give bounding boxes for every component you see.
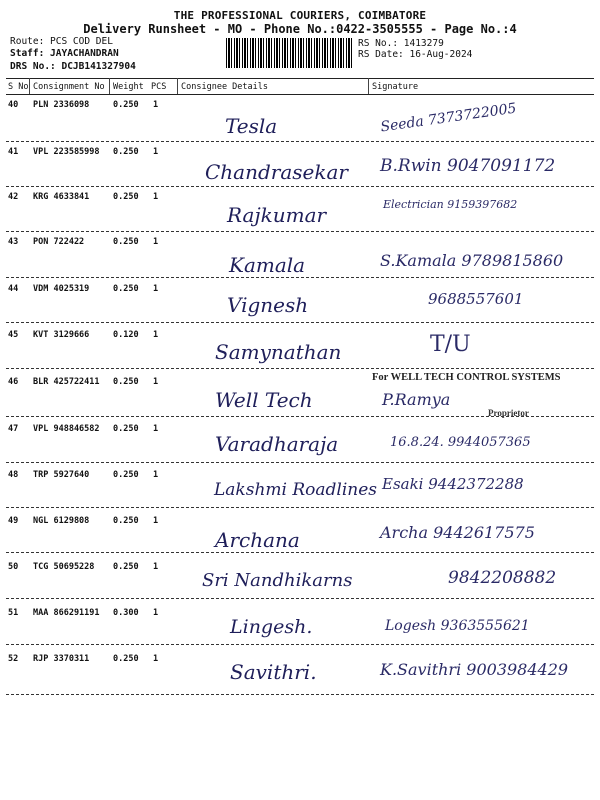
row-weight: 0.250 bbox=[113, 100, 139, 110]
company-stamp: For WELL TECH CONTROL SYSTEMS bbox=[372, 372, 561, 383]
row-weight: 0.250 bbox=[113, 284, 139, 294]
row-divider bbox=[6, 186, 594, 187]
row-pcs: 1 bbox=[153, 470, 159, 480]
row-pcs: 1 bbox=[153, 424, 159, 434]
row-consignment: PON 722422 bbox=[33, 237, 85, 247]
row-weight: 0.250 bbox=[113, 470, 139, 480]
col-sno: S No bbox=[8, 82, 29, 92]
row-divider bbox=[6, 694, 594, 695]
row-divider bbox=[6, 231, 594, 232]
row-consignee: Vignesh bbox=[227, 293, 309, 317]
row-consignee: Lakshmi Roadlines bbox=[214, 480, 378, 500]
row-divider bbox=[6, 322, 594, 323]
row-weight: 0.120 bbox=[113, 330, 139, 340]
row-pcs: 1 bbox=[153, 608, 159, 618]
row-signature: Logesh 9363555621 bbox=[385, 618, 530, 634]
row-consignment: NGL 6129808 bbox=[33, 516, 90, 526]
row-signature: K.Savithri 9003984429 bbox=[380, 660, 569, 679]
barcode bbox=[226, 38, 352, 68]
row-signature: 9842208882 bbox=[448, 568, 557, 588]
col-divider-2 bbox=[109, 78, 110, 94]
row-sno: 49 bbox=[8, 516, 19, 526]
row-consignment: KVT 3129666 bbox=[33, 330, 90, 340]
row-divider bbox=[6, 552, 594, 553]
row-signature: T/U bbox=[430, 332, 471, 357]
row-sno: 51 bbox=[8, 608, 19, 618]
row-consignment: TRP 5927640 bbox=[33, 470, 90, 480]
row-pcs: 1 bbox=[153, 562, 159, 572]
rs-number: RS No.: 1413279 bbox=[358, 38, 444, 49]
row-signature: Archa 9442617575 bbox=[380, 523, 535, 542]
row-consignee: Rajkumar bbox=[227, 203, 327, 227]
row-consignment: BLR 425722411 bbox=[33, 377, 100, 387]
row-sno: 43 bbox=[8, 237, 19, 247]
row-consignee: Kamala bbox=[229, 253, 306, 277]
row-consignment: TCG 50695228 bbox=[33, 562, 95, 572]
row-sno: 44 bbox=[8, 284, 19, 294]
row-weight: 0.250 bbox=[113, 654, 139, 664]
row-divider bbox=[6, 368, 594, 369]
row-signature: B.Rwin 9047091172 bbox=[380, 156, 556, 176]
row-weight: 0.250 bbox=[113, 192, 139, 202]
col-divider-3 bbox=[177, 78, 178, 94]
row-consignee: Well Tech bbox=[215, 388, 313, 412]
row-consignment: VPL 223585998 bbox=[33, 147, 100, 157]
row-consignee: Varadharaja bbox=[215, 432, 339, 456]
row-consignment: KRG 4633841 bbox=[33, 192, 90, 202]
row-consignee: Savithri. bbox=[230, 660, 317, 684]
row-pcs: 1 bbox=[153, 284, 159, 294]
row-weight: 0.250 bbox=[113, 424, 139, 434]
row-pcs: 1 bbox=[153, 100, 159, 110]
row-consignment: RJP 3370311 bbox=[33, 654, 90, 664]
row-sno: 48 bbox=[8, 470, 19, 480]
row-weight: 0.250 bbox=[113, 516, 139, 526]
row-sno: 41 bbox=[8, 147, 19, 157]
row-sno: 42 bbox=[8, 192, 19, 202]
row-pcs: 1 bbox=[153, 377, 159, 387]
row-divider bbox=[6, 277, 594, 278]
row-consignment: MAA 866291191 bbox=[33, 608, 100, 618]
row-consignee: Chandrasekar bbox=[205, 160, 348, 184]
row-sno: 52 bbox=[8, 654, 19, 664]
row-weight: 0.250 bbox=[113, 562, 139, 572]
col-consignment: Consignment No bbox=[33, 82, 105, 92]
header-bottom-rule bbox=[6, 94, 594, 95]
row-weight: 0.250 bbox=[113, 377, 139, 387]
row-weight: 0.250 bbox=[113, 147, 139, 157]
row-signature: 9688557601 bbox=[428, 290, 524, 308]
row-signature: Seeda 7373722005 bbox=[379, 100, 518, 136]
row-pcs: 1 bbox=[153, 654, 159, 664]
row-signature: S.Kamala 9789815860 bbox=[380, 251, 564, 270]
route-label: Route: PCS COD DEL bbox=[10, 36, 113, 47]
staff-label: Staff: JAYACHANDRAN bbox=[10, 48, 119, 59]
row-consignee: Sri Nandhikarns bbox=[202, 570, 353, 591]
row-consignee: Tesla bbox=[225, 114, 278, 138]
row-pcs: 1 bbox=[153, 330, 159, 340]
row-sno: 46 bbox=[8, 377, 19, 387]
row-consignee: Lingesh. bbox=[230, 616, 313, 638]
row-pcs: 1 bbox=[153, 192, 159, 202]
col-pcs: PCS bbox=[151, 82, 167, 92]
row-sno: 47 bbox=[8, 424, 19, 434]
col-divider-4 bbox=[368, 78, 369, 94]
col-signature: Signature bbox=[372, 82, 419, 92]
row-signature: 16.8.24. 9944057365 bbox=[390, 435, 531, 450]
row-sno: 40 bbox=[8, 100, 19, 110]
row-divider bbox=[6, 416, 594, 417]
row-pcs: 1 bbox=[153, 237, 159, 247]
company-title: THE PROFESSIONAL COURIERS, COIMBATORE bbox=[173, 9, 427, 22]
row-divider bbox=[6, 598, 594, 599]
header-top-rule bbox=[6, 78, 594, 79]
row-consignment: PLN 2336098 bbox=[33, 100, 90, 110]
row-sno: 45 bbox=[8, 330, 19, 340]
row-pcs: 1 bbox=[153, 147, 159, 157]
col-details: Consignee Details bbox=[181, 82, 268, 92]
drs-label: DRS No.: DCJB141327904 bbox=[10, 61, 136, 72]
row-weight: 0.250 bbox=[113, 237, 139, 247]
col-divider-1 bbox=[29, 78, 30, 94]
row-divider bbox=[6, 507, 594, 508]
row-divider bbox=[6, 644, 594, 645]
row-consignee: Archana bbox=[215, 528, 300, 552]
rs-date: RS Date: 16-Aug-2024 bbox=[358, 49, 473, 60]
row-pcs: 1 bbox=[153, 516, 159, 526]
row-consignment: VDM 4025319 bbox=[33, 284, 90, 294]
row-divider bbox=[6, 462, 594, 463]
row-weight: 0.300 bbox=[113, 608, 139, 618]
stamp-role: Proprietor bbox=[488, 408, 529, 418]
row-signature: P.Ramya bbox=[382, 390, 451, 409]
row-signature: Electrician 9159397682 bbox=[383, 198, 518, 211]
row-consignment: VPL 948846582 bbox=[33, 424, 100, 434]
runsheet-subtitle: Delivery Runsheet - MO - Phone No.:0422-3505555 - Page No.:4 bbox=[83, 22, 517, 36]
col-weight: Weight bbox=[113, 82, 144, 92]
row-consignee: Samynathan bbox=[215, 340, 342, 364]
row-sno: 50 bbox=[8, 562, 19, 572]
row-signature: Esaki 9442372288 bbox=[382, 475, 524, 493]
row-divider bbox=[6, 141, 594, 142]
